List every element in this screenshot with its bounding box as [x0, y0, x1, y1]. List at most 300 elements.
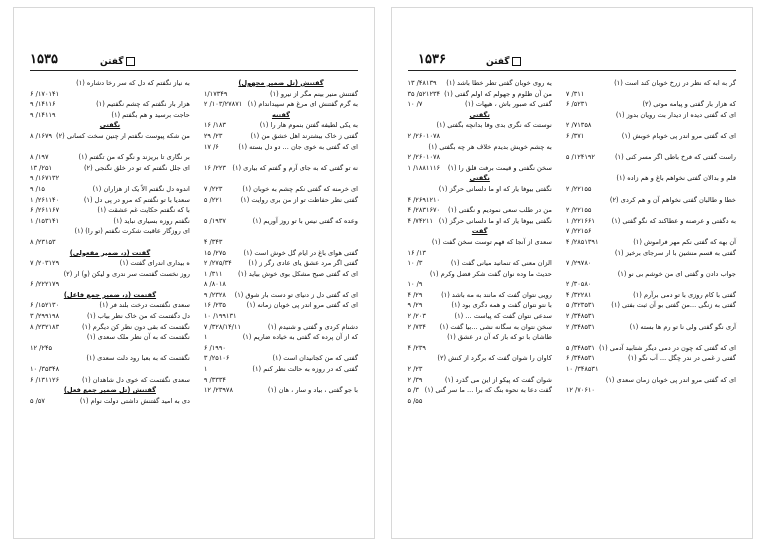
entry-text: ای خرمنه که گفتی نکم چشم به خوبان (۱) — [242, 184, 358, 193]
entry-text: گفتی که من کجانیدان است (۱) — [272, 354, 358, 363]
index-entry — [407, 152, 551, 163]
index-entry — [566, 248, 736, 259]
entry-reference: ۲ /۷۳۴ — [407, 322, 426, 331]
entry-text: من آن ظلوم و جهولم که اولم گفتی (۱) — [444, 89, 552, 98]
index-entry — [204, 131, 358, 142]
entry-text: ای که گفتی مرو اندر پی خوبان زمانه (۱) — [246, 301, 358, 310]
entry-reference — [407, 332, 411, 343]
entry-reference: ۵ /۵۷ — [30, 396, 45, 405]
entry-text: به دگفتی و عرصنه و عطاکند که نگو گفتی (۱) — [611, 216, 736, 225]
entry-reference — [566, 142, 570, 153]
index-entry — [407, 163, 551, 174]
index-entry — [566, 78, 736, 89]
entry-text: نگفتمت که بقی دون نظر کن دیگرم (۱) — [81, 322, 190, 331]
index-entry — [204, 152, 358, 163]
entry-text: گفتی که صبور باش ، هیهات (۱) — [465, 100, 552, 109]
index-entry — [204, 375, 358, 386]
entry-reference — [30, 269, 34, 280]
entry-text: با که نگفتم حکایت غم عشقت (۱) — [97, 206, 190, 215]
left-column — [407, 78, 551, 528]
index-entry — [566, 375, 736, 386]
entry-reference: ۷ /۲۰۳۱۲۹ — [30, 259, 60, 268]
entry-reference: ۶ /۱۳۱۱۲۶ — [30, 375, 60, 384]
entry-text: طاشان با تو که باز که آن در عشق (۱) — [447, 333, 552, 342]
entry-text: گر به ابه که نظر در زرخ خوبان کند است (۱) — [614, 79, 736, 87]
running-title: گفتن — [486, 57, 524, 67]
entry-reference: ۲۹ /۲۳ — [203, 131, 223, 140]
index-entry — [566, 322, 736, 333]
index-entry — [407, 279, 551, 290]
entry-reference: ۶ /۲۲۲۱۷۹ — [30, 280, 60, 289]
index-entry — [407, 184, 551, 195]
entry-reference: ۵ /۳۴۸۵۳۱ — [565, 343, 595, 352]
entry-reference: ۱۲ /۲۳۹۷۸ — [203, 386, 233, 395]
index-entry — [30, 279, 190, 290]
entry-text: گفتنه — [271, 110, 290, 119]
entry-reference — [566, 163, 570, 174]
entry-reference: ۱۶ /۲۲۳ — [203, 163, 226, 172]
entry-reference — [566, 195, 570, 206]
entry-text: نگفتم روزه بسیاری نباید (۱) — [113, 216, 190, 225]
index-entry — [30, 258, 190, 269]
index-entry — [204, 89, 358, 100]
entry-reference: ۴ /۲۸۳۱۶۷۰ — [407, 206, 441, 215]
index-entry — [566, 110, 736, 121]
entry-text: که هزار بار گفتی و پیامه موتی (۲) — [642, 100, 736, 109]
index-entry — [30, 353, 190, 364]
entry-reference — [407, 269, 411, 280]
index-entry — [30, 184, 190, 195]
entry-text: خطا و طالبان گفتی نخواهم آن و هم کردی (۲) — [609, 195, 736, 204]
index-entry — [407, 131, 551, 142]
entry-text: یه روی خوبان گفتی تطر خطا باشد (۱) — [446, 79, 552, 87]
entry-text: من شکه پیوست نگفتم ار چنین سخت کسانی (۲) — [56, 131, 190, 140]
entry-text: ای که گفتی مرو اندر پی خوبام خوبش (۱) — [621, 131, 736, 140]
index-entry — [566, 300, 736, 311]
entry-reference — [407, 353, 411, 364]
index-entry — [407, 396, 551, 407]
entry-text: به یکی لطیفه گفتن بنموم هار را (۱) — [259, 121, 358, 130]
entry-reference: ۸ /۱۶۷۹ — [30, 131, 53, 140]
entry-text: روز نخست گفتمت سر ندری و لیکن (و) ار (۲) — [63, 269, 190, 278]
entry-text: رویی نتوان گفت که مانند به مه باشد (۱) — [441, 290, 552, 299]
entry-reference — [30, 332, 34, 343]
entry-reference — [566, 110, 570, 121]
index-entry — [566, 290, 736, 301]
index-entry — [566, 226, 736, 237]
entry-reference: ۲ /۳۴۸۵۳۱ — [565, 312, 595, 321]
entry-text: من در طلب سعی نمودیم و نگفتی (۱) — [448, 206, 552, 215]
index-entry — [30, 99, 190, 110]
entry-reference: ۱ /۱۸۸۱۱۱۶ — [407, 163, 441, 172]
entry-reference — [566, 332, 570, 343]
right-column — [204, 78, 358, 528]
entry-reference: ۲ /۲۷۵/۳۴ — [203, 259, 232, 268]
entry-text: گفتت (د، ضمیر مفعولی) — [69, 248, 151, 257]
entry-text: کاوان را شوان گفت که برگرد از کنش (۲) — [437, 354, 552, 363]
index-entry — [30, 364, 190, 375]
entry-text: گفتی نظر حفاظت تو از من بری روایت (۱) — [240, 195, 358, 204]
entry-reference: ۲ /۳۰۵۸۰ — [565, 280, 592, 289]
entry-reference: ۴ /۳۲۲۸۱ — [565, 290, 592, 299]
section-heading — [30, 385, 190, 396]
index-entry — [407, 343, 551, 354]
index-entry — [407, 78, 551, 89]
index-entry — [204, 332, 358, 343]
entry-reference: ۶ /۱۹۹۰ — [203, 343, 226, 352]
index-entry — [204, 120, 358, 131]
entry-reference — [30, 142, 34, 153]
section-heading — [407, 110, 551, 121]
entry-reference: ۲ /۲۲۱۵۵ — [565, 206, 592, 215]
entry-text: ای که گفتی که چون در دمی دیگر شتابید آدمی (۱) — [598, 343, 736, 352]
entry-reference — [30, 226, 34, 237]
entry-reference: ۷ /۲۲۳ — [203, 184, 223, 193]
section-heading — [30, 290, 190, 301]
entry-text: گفتی ز خاک بیشترند اهل خشق من (۱) — [250, 131, 358, 140]
entry-text: آری نگو گفتی ولی نا تو رم ها بسته (۱) — [629, 322, 736, 331]
entry-text: هزار بار نگفتم که چشم نگفتیم (۱) — [96, 100, 190, 109]
square-ornament-icon — [126, 57, 135, 66]
index-entry — [566, 163, 736, 174]
entry-reference: ۶ /۱۷۰۱۴۱ — [30, 89, 60, 98]
index-entry — [204, 279, 358, 290]
page-number: ۱۵۳۶ — [418, 52, 446, 67]
index-entry — [204, 343, 358, 354]
entry-text: بر نگاری تا بریزند و نگو که من تگفتم (۱) — [78, 153, 190, 162]
entry-text: آن بهه که گفتی نکم مهر فراموش (۱) — [633, 237, 736, 246]
entry-reference — [407, 142, 411, 153]
index-entry — [30, 163, 190, 174]
entry-text: گفتی با کام روزی با تو دمی برآرم (۱) — [633, 290, 736, 299]
entry-reference: ۷ /۲۹۷۸۰ — [565, 259, 592, 268]
entry-text: گفتی ز غمی در ندر چگل ... آب نگو (۱) — [628, 354, 736, 363]
index-entry — [30, 216, 190, 227]
entry-text: الزان معنی که تنمانید میانی گفت (۱) — [450, 259, 552, 268]
entry-reference: ۹ /۱۴۱۱۶ — [30, 100, 56, 109]
left-column — [30, 78, 190, 528]
entry-reference: ۱۵ /۲۷۵ — [203, 248, 226, 257]
entry-reference — [204, 226, 208, 237]
entry-reference: ۱ — [203, 365, 208, 374]
index-entry — [30, 226, 190, 237]
entry-reference: ۵ /۵۵ — [407, 396, 423, 405]
index-entry — [407, 120, 551, 131]
entry-reference: ۹ /۱۶۷۱۳۲ — [30, 174, 60, 183]
index-entry — [30, 152, 190, 163]
index-entry — [30, 237, 190, 248]
section-heading — [30, 120, 190, 131]
entry-text: به گرم گفتنش ای مرغ هم سپیداندام (۱) — [247, 100, 358, 109]
index-entry — [204, 300, 358, 311]
index-entry — [30, 78, 190, 89]
square-ornament-icon — [512, 57, 521, 66]
index-entry — [30, 375, 190, 386]
index-entry — [566, 184, 736, 195]
entry-text: نگفتمت که به بعبا رود دلت سعدی (۱) — [86, 354, 190, 363]
entry-reference: ۹ /۳۳۳۴ — [203, 375, 226, 384]
entry-reference — [566, 375, 570, 386]
section-heading — [407, 226, 551, 237]
index-entry — [566, 364, 736, 375]
entry-reference: ۵ /۳ — [407, 386, 419, 395]
index-entry — [30, 173, 190, 184]
index-entry — [204, 269, 358, 280]
index-entry — [204, 195, 358, 206]
index-entry — [407, 258, 551, 269]
entry-reference — [566, 173, 570, 184]
entry-reference: ۸ /۸۰۱۸ — [203, 280, 226, 289]
entry-text: سعدی نگفتمت درخت بلند فر (۱) — [99, 301, 190, 310]
index-entry — [204, 173, 358, 184]
entry-reference: ۸ /۲۳۱۵۳ — [30, 237, 56, 246]
entry-reference: ۶ /۱۵۲۱۳۰ — [30, 301, 60, 310]
index-entry — [30, 205, 190, 216]
entry-text: گفتی به قسم منشین با ار سرجای برخیز (۱) — [614, 248, 736, 257]
entry-text: وعده که گفتی نیس با تو روز آوریم (۱) — [252, 216, 358, 225]
entry-reference: ۲ /۱۰۳/۲۷۸۷۱ — [203, 100, 243, 109]
entry-reference: ۱۶ /۲۳۵ — [203, 301, 226, 310]
entry-reference: ۱۰ /۱۹۹۱۳۱ — [203, 312, 237, 321]
index-entry — [566, 385, 736, 396]
index-entry — [566, 89, 736, 100]
entry-text: سخن نگفتی و قیمت برفت قلق را (۱) — [447, 163, 552, 172]
entry-text: گفتی هوای باغ در ایام گل خوش است (۱) — [243, 248, 358, 257]
entry-reference — [407, 120, 411, 131]
entry-reference: ۶ /۲۶۱۱۶۷ — [30, 206, 60, 215]
entry-text: که از آن پرده که گفتی به خیاده ضاریم (۱) — [242, 333, 358, 342]
entry-reference: ۱۲ /۷۰۶۱۰ — [565, 386, 595, 395]
entry-text: گفتنش (تل ضمیر جمع فعل) — [63, 386, 156, 395]
entry-reference: ۱ — [203, 333, 208, 342]
entry-text: سدعی نتوان گفت که پیاست ... (۱) — [454, 312, 552, 321]
index-entry — [566, 353, 736, 364]
index-entry — [566, 195, 736, 206]
index-entry — [566, 269, 736, 280]
index-entry — [566, 131, 736, 142]
index-entry — [204, 99, 358, 110]
entry-text: نگفتی — [99, 121, 121, 130]
entry-reference: ۲ /۲۰۳ — [407, 312, 426, 321]
index-entry — [566, 99, 736, 110]
entry-reference: ۱۲ /۲۴۵ — [30, 343, 53, 352]
entry-text: ای روزگار عاقبت شکرت نگفتم (تو را) (۱) — [74, 227, 190, 236]
entry-text: گفتی به زنگی ...من گفتی بو آن ثبت بفتی (۱) — [611, 301, 736, 310]
index-entry — [407, 311, 551, 322]
index-entry — [204, 226, 358, 237]
index-entry — [30, 300, 190, 311]
text-columns — [408, 78, 736, 528]
index-entry — [407, 99, 551, 110]
index-entry — [407, 216, 551, 227]
entry-reference: ۳ /۲۹۹۱۹۸ — [30, 312, 60, 321]
entry-reference: ۷ /۳۱۱ — [565, 89, 585, 98]
entry-reference: ۴ /۲۹ — [407, 290, 423, 299]
index-entry — [566, 142, 736, 153]
index-entry — [204, 290, 358, 301]
entry-reference: ۱ /۱۵۳۱۴۱ — [30, 216, 60, 225]
entry-text: سعدی از آنجا که فهم توست سخن گفت (۱) — [431, 237, 552, 246]
index-entry — [204, 258, 358, 269]
index-entry — [407, 332, 551, 343]
index-entry — [30, 142, 190, 153]
page-header — [408, 50, 736, 71]
entry-text: شوان گفت که پیکو از این می گذرد (۱) — [444, 375, 552, 384]
entry-text: گفت — [471, 227, 488, 236]
section-heading — [30, 248, 190, 259]
right-column — [566, 78, 736, 528]
entry-text: حاجت برسید و هم بگفتم (۱) — [111, 110, 190, 119]
entry-text: با نتو نتوان گفت و همه دگری بود (۱) — [451, 301, 552, 310]
entry-text: گفتی اگر مرد عشق یای عادی رگر ز (۱) — [248, 259, 358, 268]
index-entry — [30, 311, 190, 322]
entry-reference — [204, 152, 208, 163]
entry-text: ای که گفتی دل ز دنیای تو دست بار شوق (۱) — [234, 290, 358, 299]
entry-reference — [566, 248, 570, 259]
index-entry — [407, 142, 551, 153]
entry-text: جواب دادن و گفتی ای من خوشم بی نو (۱) — [617, 269, 736, 278]
entry-text: سخن نتوان به سگانه نشی ...بیا گفت (۱) — [439, 322, 552, 331]
index-entry — [204, 237, 358, 248]
entry-text: گفتمت (د، ضمیر جمع فاعل) — [63, 290, 157, 299]
entry-reference: ۱ /۳۱۱ — [203, 269, 223, 278]
left-page — [14, 8, 374, 538]
index-entry — [30, 322, 190, 333]
entry-text: دی به امید گفتنش داشتی دولت نوام (۱) — [79, 396, 190, 405]
entry-text: گفتنش (تل ضمیر مجهول) — [238, 79, 324, 87]
section-heading — [407, 173, 551, 184]
entry-reference: ۱/۱۷۳۴۹ — [203, 89, 228, 98]
index-entry — [407, 205, 551, 216]
index-entry — [204, 163, 358, 174]
index-entry — [30, 332, 190, 343]
entry-reference: ۹ /۱۴۱۱۹ — [30, 110, 56, 119]
page-number: ۱۵۳۵ — [30, 52, 58, 67]
index-entry — [204, 248, 358, 259]
entry-reference — [566, 78, 570, 89]
entry-text: نگفتی بیوفا یار که او ما دلسانی حرگز (۱) — [438, 184, 552, 193]
entry-reference: ۲ /۲۶۰۱۰۷۸ — [407, 153, 441, 162]
entry-reference: ۵ /۳۲۳۵۳۱ — [565, 301, 595, 310]
index-entry — [407, 353, 551, 364]
entry-reference: ۸ /۱۹۷ — [30, 153, 49, 162]
entry-reference: ۱۳ /۴۸۱۳۹ — [407, 79, 437, 87]
entry-text: ه بیداری اندرای گفتت (۱) — [119, 259, 190, 268]
entry-reference: ۲ /۷۱۳۵۸ — [565, 121, 592, 130]
entry-reference: ۹ /۲۹ — [407, 301, 423, 310]
index-entry — [204, 216, 358, 227]
entry-reference: ۲ /۳۹ — [407, 375, 423, 384]
index-entry — [407, 375, 551, 386]
entry-reference: ۷ /۳۲۸/۱۴/۱۱ — [203, 322, 241, 331]
section-heading — [204, 78, 358, 89]
entry-text: سعدیا با تو نگفتم که مرو در پی دل (۱) — [83, 195, 190, 204]
entry-reference: ۲ /۲۳ — [407, 365, 423, 374]
entry-reference: ۷ /۲۲۱۵۶ — [565, 227, 592, 236]
entry-reference: ۱۰ /۹ — [407, 280, 423, 289]
entry-text: حدیث ما وده نوان گفت شکر فضل وکرم (۱) — [429, 269, 552, 278]
index-entry — [30, 131, 190, 142]
entry-reference — [204, 173, 208, 184]
entry-reference: ۱۷ /۶ — [203, 142, 219, 151]
entry-reference: ۶ /۳۴۸۵۳۱ — [565, 354, 595, 363]
index-entry — [407, 385, 551, 396]
index-entry — [30, 110, 190, 121]
index-entry — [407, 322, 551, 333]
index-entry — [30, 195, 190, 206]
entry-text: نوستت که نگری بدی وفا بدانچه بگفتی (۱) — [436, 121, 552, 130]
index-entry — [204, 353, 358, 364]
entry-reference: ۱۶ /۱۸۳ — [203, 121, 226, 130]
entry-text: ای جلل نگفتم که تو در خلق نگنجی (۲) — [83, 163, 190, 172]
index-entry — [30, 269, 190, 280]
index-entry — [204, 142, 358, 153]
entry-text: قلم و بدالان گفتی نخواهم باغ و هم زاده (۱) — [616, 174, 736, 183]
index-entry — [30, 89, 190, 100]
index-entry — [566, 343, 736, 354]
entry-reference — [566, 269, 570, 280]
index-entry — [566, 152, 736, 163]
entry-text: ای که گفتی دیده از دیدار بت رویان بدوز (۱) — [615, 110, 736, 119]
entry-reference: ۲ /۳۴۸۵۳۱ — [565, 322, 595, 331]
entry-reference: ۲ /۲۲۱۵۵ — [565, 184, 592, 193]
entry-text: ای که گفتی صبح مشکل بوی خوش بیاید (۱) — [237, 269, 358, 278]
index-entry — [204, 385, 358, 396]
entry-reference: ۹ /۲۳۲۸ — [203, 290, 226, 299]
entry-reference: ۵ /۱۹۳۷ — [203, 216, 226, 225]
index-entry — [407, 290, 551, 301]
entry-text: تگفتی — [469, 110, 490, 119]
entry-text: به چشم خویش بدیدم خلاف هر چه بگفتی (۱) — [428, 142, 552, 151]
entry-text: راست گفتی که فرخ باطی اگر مسر کنی (۱) — [614, 153, 736, 162]
index-entry — [204, 184, 358, 195]
entry-reference — [204, 205, 208, 216]
index-entry — [407, 237, 551, 248]
index-entry — [407, 89, 551, 100]
index-entry — [30, 396, 190, 407]
index-entry — [566, 120, 736, 131]
text-columns — [30, 78, 358, 528]
index-entry — [566, 311, 736, 322]
entry-reference: ۱۰ /۳ — [407, 259, 423, 268]
entry-text: گفتنش منیر بینم مگر از نیرو (۱) — [270, 89, 358, 98]
entry-text: گفتی که در روزه به حالت نظر کنم (۱) — [252, 365, 358, 374]
index-entry — [204, 205, 358, 216]
entry-reference: ۵ /۱۲۴۱۹۲ — [565, 153, 595, 162]
entry-text: ای که گفتی مرو اندر پی خوبان زمان سعدی (۱) — [605, 375, 736, 384]
entry-reference: ۴ /۷۴۲۱۱ — [407, 216, 434, 225]
entry-text: سعدی نگفتمت که خوی دل شاهدان (۱) — [82, 375, 190, 384]
index-entry — [204, 311, 358, 322]
entry-reference: ۱۰ /۳۴۸۵۳۱ — [565, 365, 599, 374]
section-heading — [204, 110, 358, 121]
index-entry — [566, 279, 736, 290]
entry-reference: ۴ /۲۶۹۱۲۱۰ — [407, 195, 441, 204]
index-entry — [566, 237, 736, 248]
index-entry — [407, 300, 551, 311]
entry-reference: ۲ /۲۶۰۱۰۷۸ — [407, 131, 441, 140]
entry-text: نگفتی — [469, 174, 490, 183]
index-entry — [566, 216, 736, 227]
page-header — [30, 50, 358, 71]
entry-reference: ۳۵ /۵۲۱۲۳۴ — [407, 89, 441, 98]
entry-reference — [30, 353, 34, 364]
running-title: گفتن — [100, 57, 138, 67]
entry-text: دل دگفتمت که من خاک نظر بیاب (۱) — [86, 312, 190, 321]
entry-text: ای که گفتی به خوی جان ... دو دل بسته (۱) — [238, 142, 358, 151]
entry-reference: ۶ /۳۷۱ — [565, 131, 585, 140]
entry-reference: ۶ /۵۲۳۱ — [565, 100, 588, 109]
